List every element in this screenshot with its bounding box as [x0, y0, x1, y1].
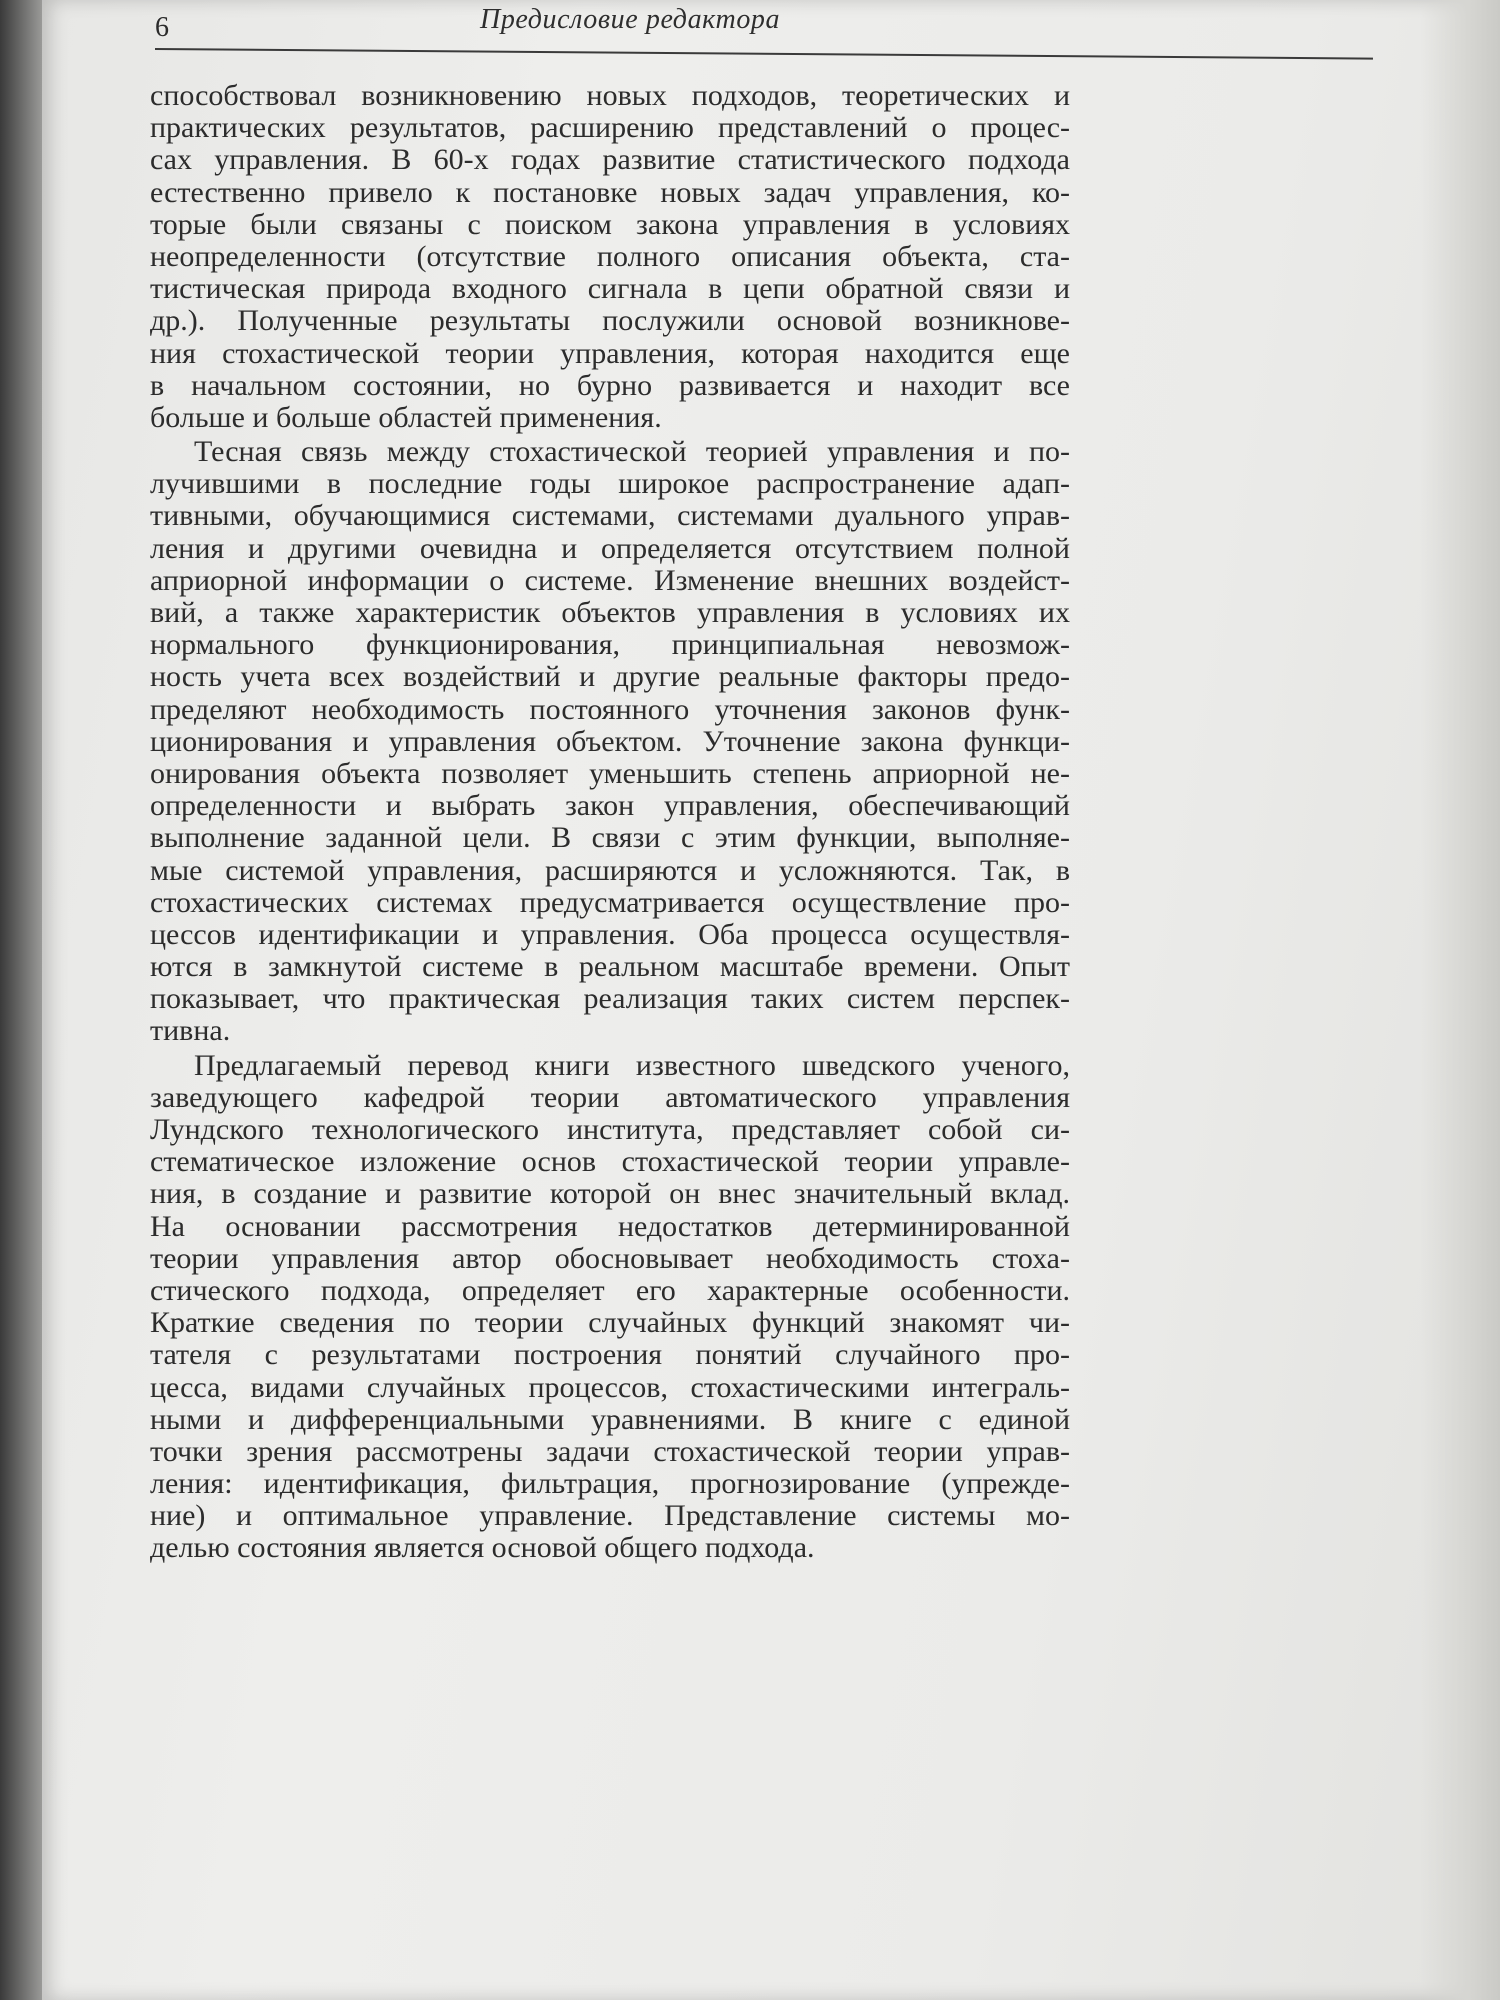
text-line: естественно привело к постановке новых задач управления, ко-: [150, 175, 1070, 209]
text-line: цесса, видами случайных процессов, стохастическими интеграль-: [150, 1370, 1070, 1404]
text-line: онирования объекта позволяет уменьшить степень априорной не-: [150, 756, 1070, 790]
text-line: заведующего кафедрой теории автоматического управления: [150, 1080, 1070, 1114]
text-line: тистическая природа входного сигнала в цепи обратной связи и: [150, 272, 1070, 306]
paragraph-first-line: Предлагаемый перевод книги известного шведского ученого,: [194, 1048, 1070, 1082]
text-line: способствовал возникновению новых подходов, теоретических и: [150, 79, 1070, 112]
page-header: [155, 2, 1373, 60]
text-line: неопределенности (отсутствие полного описания объекта, ста-: [150, 239, 1070, 273]
page-number: 6: [155, 12, 169, 43]
text-line: определенности и выбрать закон управления, обеспечивающий: [150, 789, 1070, 823]
text-line: выполнение заданной цели. В связи с этим функции, выполняе-: [150, 821, 1070, 855]
text-line: стохастических системах предусматривается осуществление про-: [150, 885, 1070, 919]
text-line: лучившими в последние годы широкое распространение адап-: [150, 467, 1070, 501]
text-line: делью состояния является основой общего подхода.: [150, 1531, 815, 1565]
text-line: Лундского технологического института, представляет собой си-: [150, 1113, 1070, 1146]
text-line: цессов идентификации и управления. Оба процесса осуществля-: [150, 917, 1070, 951]
text-line: ционирования и управления объектом. Уточнение закона функци-: [150, 724, 1070, 758]
running-head: Предисловие редактора: [480, 4, 781, 35]
text-line: стического подхода, определяет его характерные особенности.: [150, 1273, 1070, 1307]
body-text: [150, 80, 1070, 1565]
text-line: ния стохастической теории управления, которая находится еще: [150, 336, 1070, 370]
text-line: нормального функционирования, принципиальная невозмож-: [150, 628, 1070, 662]
text-line: ния, в создание и развитие которой он внес значительный вклад.: [150, 1177, 1070, 1211]
text-line: мые системой управления, расширяются и усложняются. Так, в: [150, 853, 1070, 887]
text-line: ления: идентификация, фильтрация, прогнозирование (упрежде-: [150, 1467, 1070, 1501]
text-line: вий, а также характеристик объектов управления в условиях их: [150, 596, 1070, 629]
header-rule: [155, 48, 1373, 60]
page-edge-shading: [1420, 0, 1500, 2000]
text-line: точки зрения рассмотрены задачи стохастической теории управ-: [150, 1434, 1070, 1468]
text-line: теории управления автор обосновывает необходимость стоха-: [150, 1241, 1070, 1275]
text-line: торые были связаны с поиском закона управления в условиях: [150, 207, 1070, 241]
text-line: ными и дифференциальными уравнениями. В книге с единой: [150, 1402, 1070, 1436]
text-line: стематическое изложение основ стохастической теории управле-: [150, 1145, 1070, 1179]
text-line: Краткие сведения по теории случайных функций знакомят чи-: [150, 1306, 1070, 1340]
text-line: тивна.: [150, 1014, 231, 1048]
text-line: больше и больше областей применения.: [150, 400, 662, 434]
text-line: сах управления. В 60-х годах развитие статистического подхода: [150, 143, 1070, 177]
text-line: др.). Полученные результаты послужили основой возникнове-: [150, 304, 1070, 338]
text-line: ются в замкнутой системе в реальном масштабе времени. Опыт: [150, 950, 1070, 984]
text-line: в начальном состоянии, но бурно развивается и находит все: [150, 368, 1070, 402]
text-line: На основании рассмотрения недостатков детерминированной: [150, 1209, 1070, 1243]
text-line: пределяют необходимость постоянного уточнения законов функ-: [150, 692, 1070, 726]
text-line: практических результатов, расширению представлений о процес-: [150, 111, 1070, 145]
text-line: ность учета всех воздействий и другие реальные факторы предо-: [150, 660, 1070, 694]
text-line: ления и другими очевидна и определяется отсутствием полной: [150, 531, 1070, 565]
text-line: показывает, что практическая реализация таких систем перспек-: [150, 982, 1070, 1016]
text-line: ние) и оптимальное управление. Представление системы мо-: [150, 1499, 1070, 1533]
text-line: тивными, обучающимися системами, системами дуального управ-: [150, 499, 1070, 533]
paragraph-first-line: Тесная связь между стохастической теорией управления и по-: [194, 435, 1070, 469]
text-line: априорной информации о системе. Изменение внешних воздейст-: [150, 563, 1070, 597]
text-line: тателя с результатами построения понятий случайного про-: [150, 1338, 1070, 1372]
